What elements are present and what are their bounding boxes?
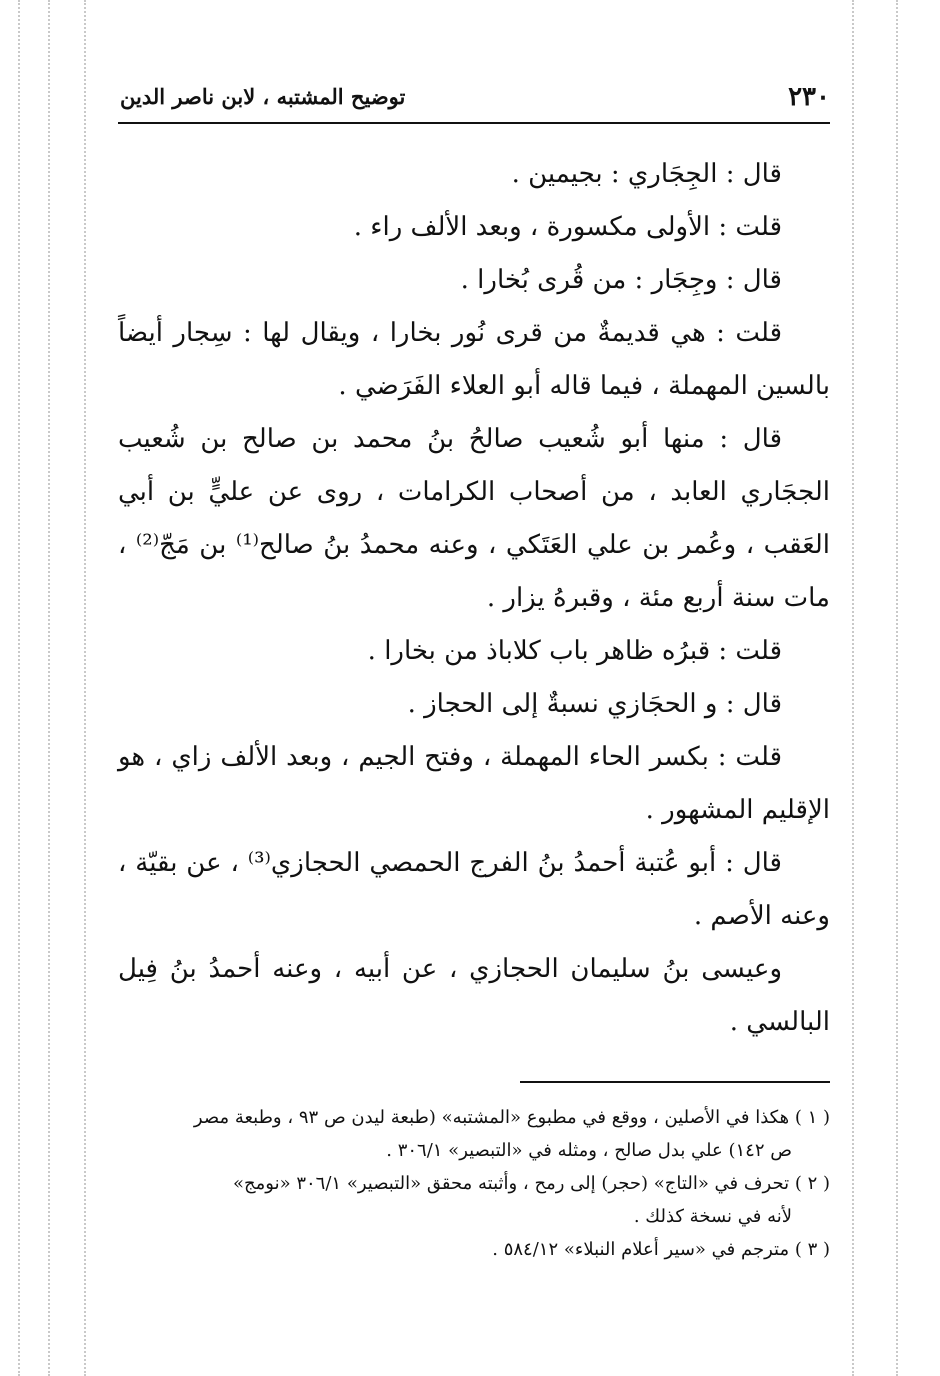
paragraph: قلت : الأولى مكسورة ، وبعد الألف راء . xyxy=(353,212,782,242)
paragraph: قلت : قبرُه ظاهر باب كلاباذ من بخارا . xyxy=(367,636,782,666)
paragraph: قال : الجِجَاري : بجيمين . xyxy=(511,159,782,189)
footnote xyxy=(118,1167,830,1233)
footnote-line: لأنه في نسخة كذلك . xyxy=(633,1206,792,1227)
book-page xyxy=(118,70,830,1266)
scan-edge-mark xyxy=(48,0,50,1376)
paragraph: وعيسى بنُ سليمان الحجازي ، عن أبيه ، وعنه أحمدُ بنُ فِيل البالسي . xyxy=(118,954,830,1037)
paragraph: قال : وجِجَار : من قُرى بُخارا . xyxy=(460,265,782,295)
footnote-line: ( ١ ) هكذا في الأصلين ، ووقع في مطبوع «المشتبه» (طبعة ليدن ص ٩٣ ، وطبعة مصر xyxy=(193,1107,830,1128)
scan-edge-mark xyxy=(852,0,854,1376)
footnote-line: ( ٣ ) مترجم في «سير أعلام النبلاء» ٥٨٤/١٢ . xyxy=(492,1239,830,1260)
paragraph: قال : أبو عُتبة أحمدُ بنُ الفرج الحمصي الحجازي⁽³⁾ ، عن بقيّة ، وعنه الأصم . xyxy=(118,848,830,931)
paragraph: قال : منها أبو شُعيب صالحُ بنُ محمد بن صالح بن شُعيب الججَاري العابد ، من أصحاب الكرامات ، روى عن عليٍّ بن أبي العَقب ، وعُمر بن علي العَتَكي ، وعنه محمدُ بنُ صالح⁽¹⁾ بن مَجّ⁽²⁾ ، مات سنة أربع مئة ، وقبرهُ يزار . xyxy=(118,424,830,613)
footnote-line: ص ١٤٢) علي بدل صالح ، ومثله في «التبصير» ٣٠٦/١ . xyxy=(386,1140,792,1161)
footnotes xyxy=(118,1101,830,1266)
page-header xyxy=(118,70,830,124)
footnote-line: ( ٢ ) تحرف في «التاج» (حجر) إلى رمح ، وأثبته محقق «التبصير» ٣٠٦/١ «نومج» xyxy=(233,1173,830,1194)
scan-edge-mark xyxy=(84,0,86,1376)
body-text xyxy=(118,148,830,1049)
footnote xyxy=(118,1101,830,1167)
paragraph: قال : و الحجَازي نسبةٌ إلى الحجاز . xyxy=(407,689,782,719)
footnotes-separator xyxy=(193,1081,830,1266)
page-number: ٢٣٠ xyxy=(788,82,830,112)
paragraph: قلت : بكسر الحاء المهملة ، وفتح الجيم ، وبعد الألف زاي ، هو الإقليم المشهور . xyxy=(118,742,830,825)
running-title: توضيح المشتبه ، لابن ناصر الدين xyxy=(120,84,406,109)
paragraph: قلت : هي قديمةٌ من قرى نُور بخارا ، ويقال لها : سِجار أيضاً بالسين المهملة ، فيما قاله أبو العلاء الفَرَضي . xyxy=(118,318,830,401)
scan-edge-mark xyxy=(18,0,20,1376)
scan-edge-mark xyxy=(896,0,898,1376)
footnote xyxy=(118,1233,830,1266)
